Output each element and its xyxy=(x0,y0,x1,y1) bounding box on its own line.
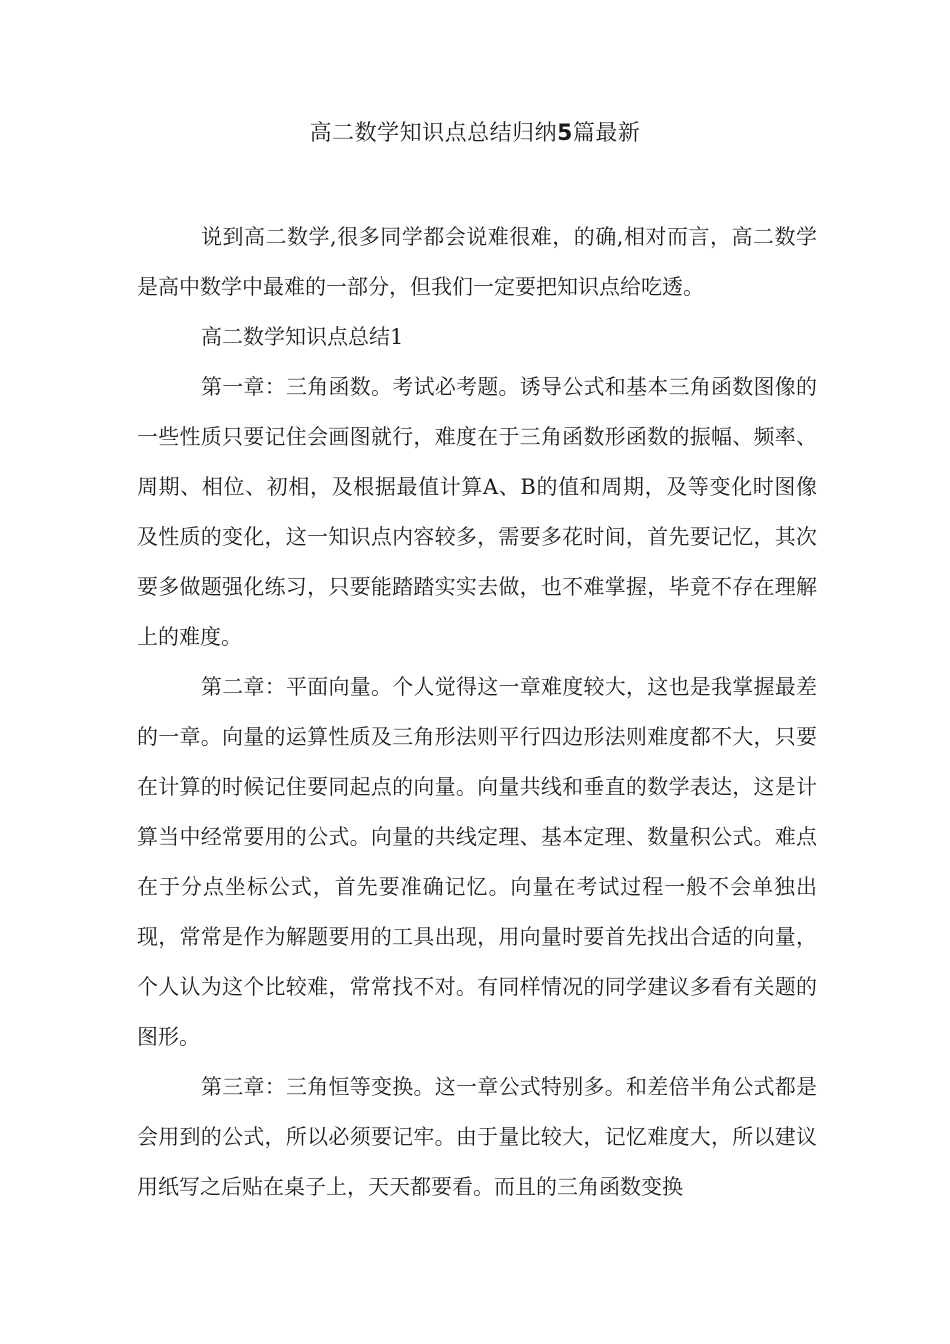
title-number: 5 xyxy=(557,121,573,146)
title-suffix: 篇最新 xyxy=(572,121,641,146)
chapter-two-paragraph: 第二章：平面向量。个人觉得这一章难度较大，这也是我掌握最差的一章。向量的运算性质及三角形法则平行四边形法则难度都不大，只要在计算的时候记住要同起点的向量。向量共线和垂直的数学表达，这是计算当中经常要用的公式。向量的共线定理、基本定理、数量积公式。难点在于分点坐标公式，首先要准确记忆。向量在考试过程一般不会单独出现，常常是作为解题要用的工具出现，用向量时要首先找出合适的向量，个人认为这个比较难，常常找不对。有同样情况的同学建议多看有关题的图形。 xyxy=(137,675,817,1049)
intro-paragraph: 说到高二数学,很多同学都会说难很难，的确,相对而言，高二数学是高中数学中最难的一部分，但我们一定要把知识点给吃透。 xyxy=(137,225,817,299)
document-body xyxy=(137,212,817,1212)
chapter-one-paragraph: 第一章：三角函数。考试必考题。诱导公式和基本三角函数图像的一些性质只要记住会画图就行，难度在于三角函数形函数的振幅、频率、周期、相位、初相，及根据最值计算A、B的值和周期，及等变化时图像及性质的变化，这一知识点内容较多，需要多花时间，首先要记忆，其次要多做题强化练习，只要能踏踏实实去做，也不难掌握，毕竟不存在理解上的难度。 xyxy=(137,375,817,649)
document-title xyxy=(0,118,950,150)
title-prefix: 高二数学知识点总结归纳 xyxy=(309,121,558,146)
chapter-three-paragraph: 第三章：三角恒等变换。这一章公式特别多。和差倍半角公式都是会用到的公式，所以必须要记牢。由于量比较大，记忆难度大，所以建议用纸写之后贴在桌子上，天天都要看。而且的三角函数变换 xyxy=(137,1075,817,1199)
section-heading: 高二数学知识点总结1 xyxy=(201,325,404,349)
